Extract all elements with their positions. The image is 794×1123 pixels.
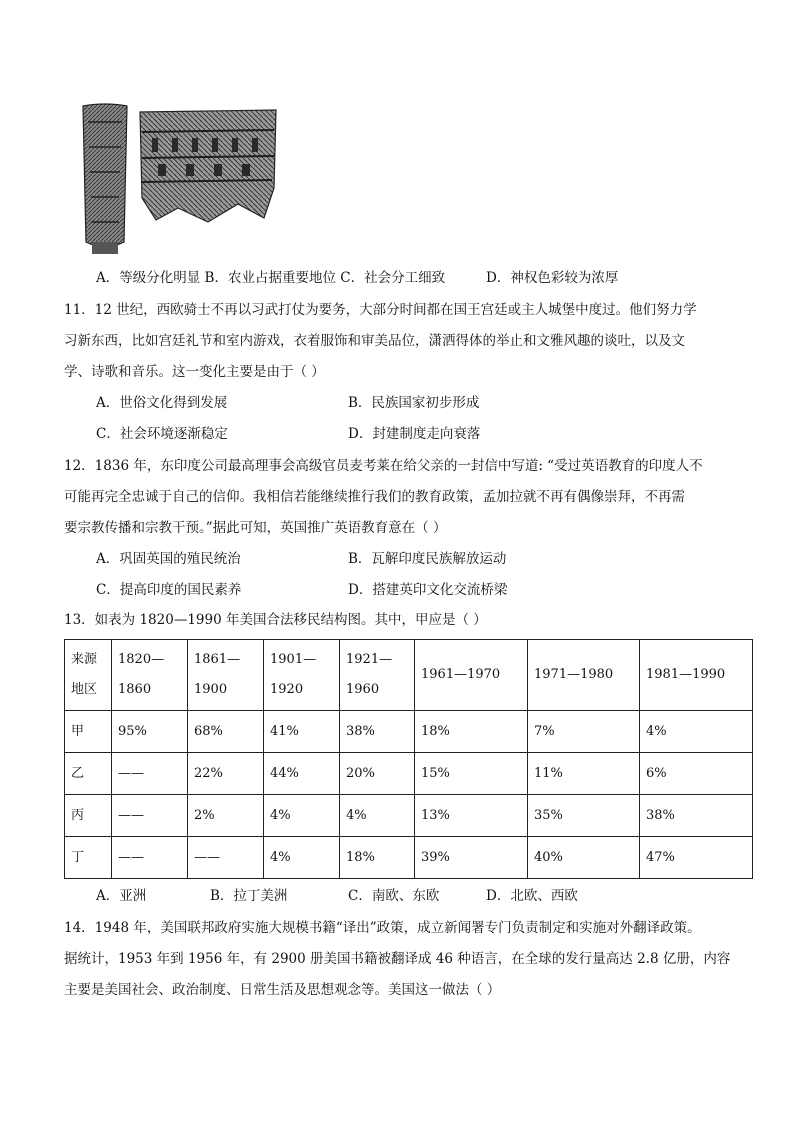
region-cell: 甲: [65, 711, 112, 753]
period-header: [264, 640, 340, 711]
q11-stem-line-3: 学、诗歌和音乐。这一变化主要是由于（ ）: [64, 364, 325, 380]
corner-label-source: 来源: [71, 652, 98, 667]
period-header: [112, 640, 188, 711]
q11-stem-line-2: 习新东西，比如宫廷礼节和室内游戏，衣着服饰和审美品位，潇洒得体的举止和文雅风趣的谈吐，以及文: [64, 333, 685, 349]
value-cell: 4%: [264, 837, 340, 879]
value-cell: ——: [112, 795, 188, 837]
region-cell: 丙: [65, 795, 112, 837]
q11-option-d[interactable]: D．封建制度走向衰落: [348, 426, 481, 442]
period-header: 1971—1980: [528, 640, 640, 711]
corner-label-region: 地区: [71, 682, 98, 697]
q11-option-a[interactable]: A．世俗文化得到发展: [96, 395, 228, 411]
value-cell: 41%: [264, 711, 340, 753]
q13-option-c[interactable]: C．南欧、东欧: [348, 888, 440, 904]
q14-stem-line-2: 据统计，1953 年到 1956 年，有 2900 册美国书籍被翻译成 46 种语言，在全球的发行量高达 2.8 亿册，内容: [64, 951, 731, 967]
period-start: 1901—: [270, 652, 317, 667]
q12-option-c[interactable]: C．提高印度的国民素养: [96, 582, 242, 598]
q11-option-b[interactable]: B．民族国家初步形成: [348, 395, 480, 411]
value-cell: 4%: [640, 711, 753, 753]
value-cell: ——: [112, 753, 188, 795]
period-start: 1820—: [118, 652, 165, 667]
value-cell: 15%: [415, 753, 528, 795]
q14-stem-line-1: 14．1948 年，美国联邦政府实施大规模书籍“译出”政策，成立新闻署专门负责制定和实施对外翻译政策。: [64, 920, 701, 936]
value-cell: 68%: [188, 711, 264, 753]
period-start: 1861—: [194, 652, 241, 667]
value-cell: 4%: [264, 795, 340, 837]
value-cell: 2%: [188, 795, 264, 837]
value-cell: 95%: [112, 711, 188, 753]
value-cell: 40%: [528, 837, 640, 879]
value-cell: 4%: [340, 795, 415, 837]
period-header: [188, 640, 264, 711]
period-header: 1981—1990: [640, 640, 753, 711]
table-row: [65, 837, 753, 879]
period-header: 1961—1970: [415, 640, 528, 711]
region-cell: 丁: [65, 837, 112, 879]
region-cell: 乙: [65, 753, 112, 795]
value-cell: 22%: [188, 753, 264, 795]
table-row: [65, 711, 753, 753]
wide-vase-fragment-image: [138, 108, 278, 224]
q13-stem: 13．如表为 1820—1990 年美国合法移民结构图。其中，甲应是（ ）: [64, 612, 487, 628]
q13-option-b[interactable]: B．拉丁美洲: [210, 888, 288, 904]
value-cell: 18%: [415, 711, 528, 753]
q12-option-a[interactable]: A．巩固英国的殖民统治: [96, 551, 241, 567]
q12-stem-line-2: 可能再完全忠诚于自己的信仰。我相信若能继续推行我们的教育政策，孟加拉就不再有偶像崇拜，不再需: [64, 489, 685, 505]
period-end: 1860: [118, 682, 152, 697]
value-cell: 38%: [340, 711, 415, 753]
value-cell: ——: [188, 837, 264, 879]
q12-option-d[interactable]: D．搭建英印文化交流桥梁: [348, 582, 508, 598]
value-cell: 20%: [340, 753, 415, 795]
tall-vase-image: [80, 102, 130, 256]
value-cell: 13%: [415, 795, 528, 837]
value-cell: 6%: [640, 753, 753, 795]
value-cell: 39%: [415, 837, 528, 879]
artifact-figures: [80, 100, 290, 258]
value-cell: 11%: [528, 753, 640, 795]
immigration-structure-table: [64, 639, 753, 879]
q10-options-abc[interactable]: A．等级分化明显 B．农业占据重要地位 C．社会分工细致: [96, 270, 446, 286]
value-cell: ——: [112, 837, 188, 879]
value-cell: 35%: [528, 795, 640, 837]
period-header: [340, 640, 415, 711]
value-cell: 44%: [264, 753, 340, 795]
table-header-row: [65, 640, 753, 711]
q12-stem-line-1: 12．1836 年，东印度公司最高理事会高级官员麦考莱在给父亲的一封信中写道: “受过英语教育的印度人不: [64, 458, 703, 474]
q12-option-b[interactable]: B．瓦解印度民族解放运动: [348, 551, 507, 567]
q11-stem-line-1: 11．12 世纪，西欧骑士不再以习武打仗为要务，大部分时间都在国王宫廷或主人城堡中度过。他们努力学: [64, 302, 697, 318]
value-cell: 47%: [640, 837, 753, 879]
q13-option-a[interactable]: A．亚洲: [96, 888, 147, 904]
q13-option-d[interactable]: D．北欧、西欧: [486, 888, 578, 904]
table-row: [65, 795, 753, 837]
period-end: 1900: [194, 682, 228, 697]
period-start: 1921—: [346, 652, 393, 667]
table-row: [65, 753, 753, 795]
q12-stem-line-3: 要宗教传播和宗教干预。”据此可知，英国推广英语教育意在（ ）: [64, 520, 447, 536]
q11-option-c[interactable]: C．社会环境逐渐稳定: [96, 426, 228, 442]
value-cell: 18%: [340, 837, 415, 879]
value-cell: 38%: [640, 795, 753, 837]
q14-stem-line-3: 主要是美国社会、政治制度、日常生活及思想观念等。美国这一做法（ ）: [64, 982, 501, 998]
period-end: 1960: [346, 682, 380, 697]
q10-option-d[interactable]: D．神权色彩较为浓厚: [486, 270, 619, 286]
period-end: 1920: [270, 682, 304, 697]
corner-cell: [65, 640, 112, 711]
value-cell: 7%: [528, 711, 640, 753]
